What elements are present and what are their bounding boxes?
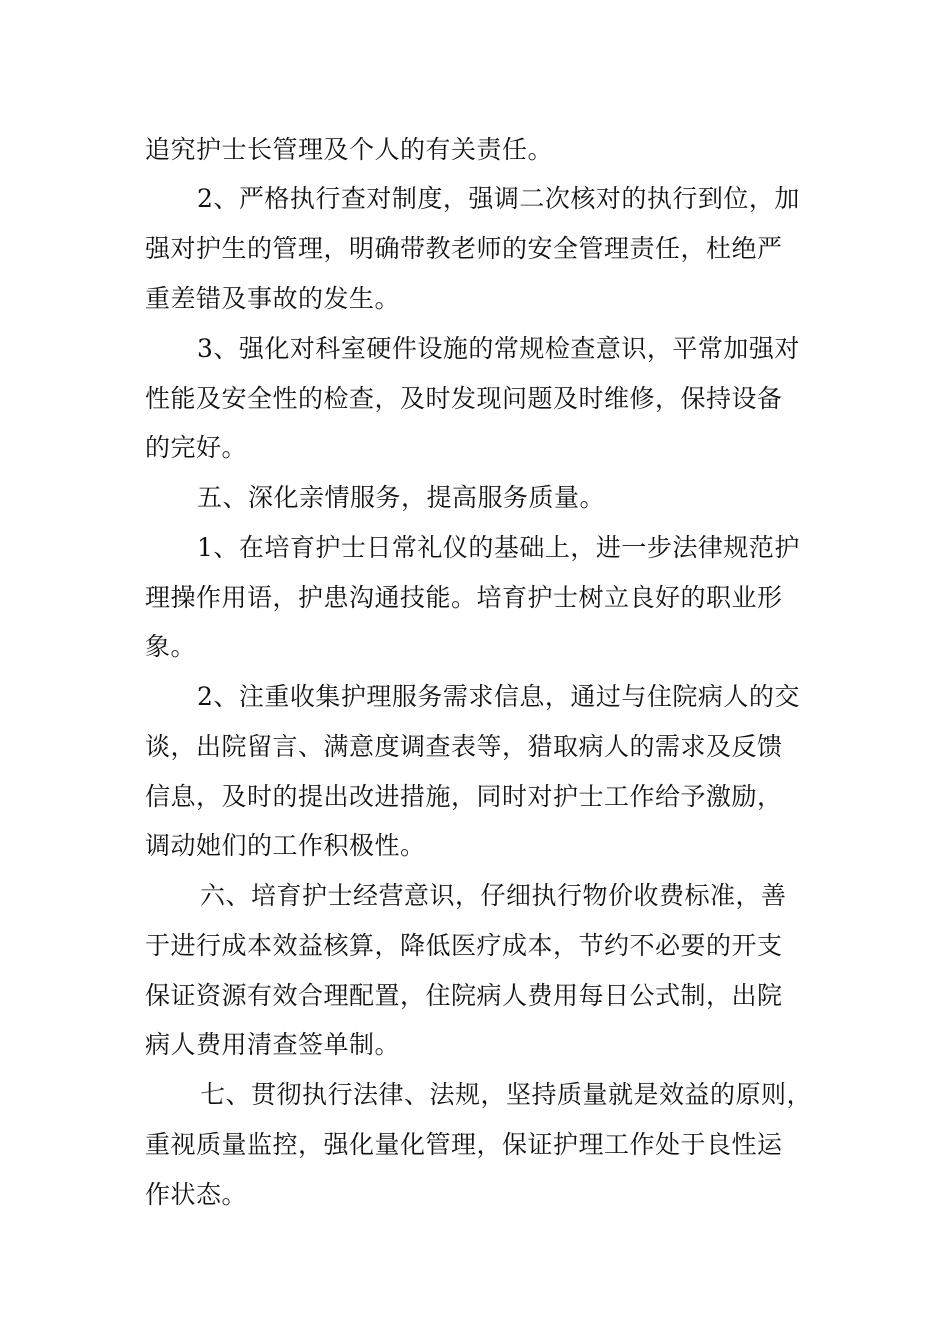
section-heading: 五、深化亲情服务，提高服务质量。	[197, 483, 606, 512]
section-heading: 七、贯彻执行法律、法规，坚持质量就是效益的原则，	[200, 1080, 813, 1109]
text-line: 调动她们的工作积极性。	[145, 831, 426, 860]
text-line: 的完好。	[145, 433, 248, 462]
text-line: 谈，出院留言、满意度调查表等，猎取病人的需求及反馈	[145, 732, 783, 761]
text-line: 1、在培育护士日常礼仪的基础上，进一步法律规范护	[197, 533, 800, 562]
text-line: 作状态。	[145, 1180, 248, 1209]
section-heading: 六、培育护士经营意识，仔细执行物价收费标准，善	[200, 881, 787, 910]
text-line: 追究护士长管理及个人的有关责任。	[145, 135, 554, 164]
text-line: 象。	[145, 632, 197, 661]
text-line: 性能及安全性的检查，及时发现问题及时维修，保持设备	[145, 384, 783, 413]
text-line: 理操作用语，护患沟通技能。培育护士树立良好的职业形	[145, 583, 783, 612]
text-line: 病人费用清查签单制。	[145, 1030, 401, 1059]
text-line: 重差错及事故的发生。	[145, 284, 401, 313]
text-line: 强对护生的管理，明确带教老师的安全管理责任，杜绝严	[145, 234, 783, 263]
text-line: 2、严格执行查对制度，强调二次核对的执行到位，加	[197, 184, 800, 213]
text-line: 重视质量监控，强化量化管理，保证护理工作处于良性运	[145, 1130, 783, 1159]
text-line: 于进行成本效益核算，降低医疗成本，节约不必要的开支	[145, 931, 783, 960]
text-line: 信息，及时的提出改进措施，同时对护士工作给予激励，	[145, 782, 783, 811]
text-line: 3、强化对科室硬件设施的常规检查意识，平常加强对	[197, 334, 800, 363]
text-line: 2、注重收集护理服务需求信息，通过与住院病人的交	[197, 682, 800, 711]
text-line: 保证资源有效合理配置，住院病人费用每日公式制，出院	[145, 981, 783, 1010]
